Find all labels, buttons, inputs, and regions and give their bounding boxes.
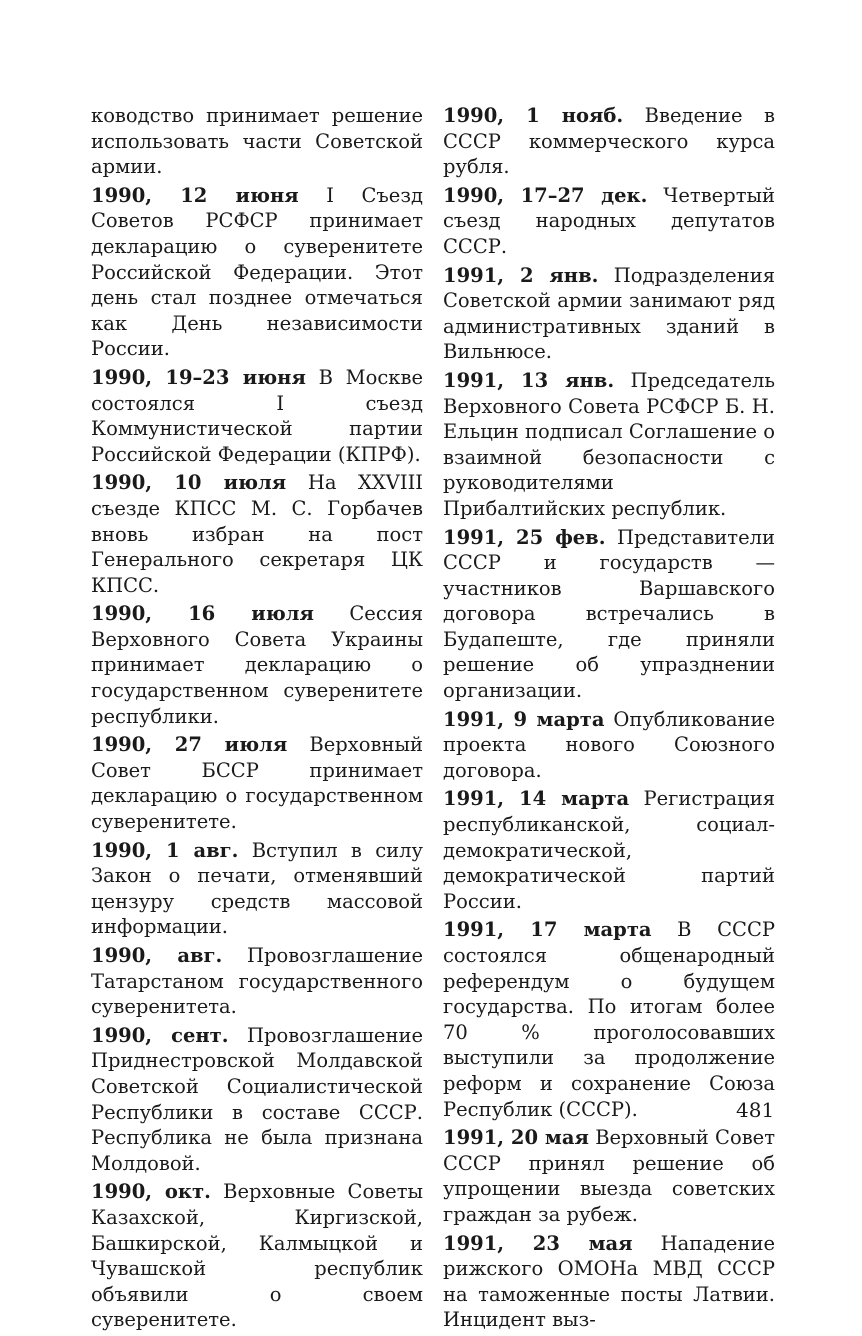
page-number: 481 <box>736 1098 775 1122</box>
entry-date: 1990, 17–27 дек. <box>443 183 648 207</box>
entry-text: В СССР состоялся общенародный референдум о будущем государства. По итогам более 70 % проголосовавших выступили за продолжение реформ и сохранение Союза Республик (СССР). <box>443 918 775 1121</box>
chronology-entry <box>91 470 423 598</box>
chronology-entry <box>91 732 423 834</box>
entry-text: В Москве состоялся I съезд Коммунистической партии Российской Федерации (КПРФ). <box>91 365 423 466</box>
entry-text: I Съезд Советов РСФСР принимает декларацию о суверенитете Российской Федерации. Этот день стал позднее отмечаться как День независимости России. <box>91 183 423 361</box>
entry-date: 1990, 27 июля <box>91 733 288 757</box>
entry-text: Вступил в силу Закон о печати, отменявший цензуру средств массовой информации. <box>91 838 423 939</box>
entry-date: 1991, 14 марта <box>443 787 630 811</box>
entry-date: 1990, 19–23 июня <box>91 365 306 389</box>
entry-date: 1991, 25 фев. <box>443 525 606 549</box>
entry-date: 1991, 23 мая <box>443 1231 633 1255</box>
entry-date: 1990, 1 нояб. <box>443 104 624 127</box>
chronology-entry <box>443 1125 775 1227</box>
chronology-entry <box>91 1023 423 1177</box>
chronology-entry <box>443 263 775 365</box>
entry-date: 1991, 17 марта <box>443 918 652 942</box>
chronology-entry <box>443 707 775 784</box>
entry-text: Представители СССР и государств — участников Варшавского договора встречались в Будапеште, где приняли решение об упразднении организации. <box>443 525 776 703</box>
entry-text: Верховный Совет БССР принимает декларацию о государственном суверенитете. <box>91 733 423 834</box>
entry-text: Подразделения Советской армии занимают ряд административных зданий в Вильнюсе. <box>443 263 775 364</box>
chronology-entry <box>443 368 775 522</box>
continuation-text: ководство принимает решение использовать части Советской армии. <box>91 104 423 179</box>
entry-date: 1990, 1 авг. <box>91 838 239 862</box>
left-column <box>91 103 423 1336</box>
right-column <box>443 103 775 1336</box>
entry-date: 1990, 10 июля <box>91 471 287 495</box>
entry-text: Регистрация республиканской, социал-демократической, демократической партий России. <box>443 787 775 913</box>
entry-text: Сессия Верховного Совета Украины принимает декларацию о государственном суверенитете республики. <box>91 602 423 728</box>
entry-date: 1990, сент. <box>91 1023 229 1047</box>
chronology-entry <box>443 917 775 1122</box>
entry-date: 1990, 16 июля <box>91 602 314 626</box>
chronology-entry <box>91 365 423 467</box>
entry-text: Верховный Совет СССР принял решение об упрощении выезда советских граждан за рубеж. <box>443 1126 776 1226</box>
chronology-entry <box>443 103 775 180</box>
entry-date: 1990, окт. <box>91 1180 211 1204</box>
entry-text: Провозглашение Приднестровской Молдавской Советской Социалистической Республики в составе СССР. Республика не была признана Молдовой. <box>91 1023 423 1175</box>
chronology-entry <box>443 183 775 260</box>
entry-date: 1990, авг. <box>91 944 223 967</box>
entry-date: 1991, 20 мая <box>443 1126 589 1150</box>
entry-text: Опубликование проекта нового Союзного договора. <box>443 707 775 782</box>
entry-text: Провозглашение Татарстаном государственного суверенитета. <box>91 944 423 1019</box>
entry-date: 1990, 12 июня <box>91 183 299 207</box>
entry-date: 1991, 9 марта <box>443 707 605 731</box>
chronology-entry <box>91 183 423 362</box>
entry-text: Четвертый съезд народных депутатов СССР. <box>443 183 776 258</box>
chronology-entry <box>91 1179 423 1333</box>
chronology-entry <box>91 838 423 940</box>
chronology-entry <box>91 601 423 729</box>
chronology-entry <box>443 1231 775 1333</box>
entry-text: Председатель Верховного Совета РСФСР Б. Н. Ельцин подписал Соглашение о взаимной безопасности с руководителями Прибалтийских республик. <box>443 368 776 520</box>
entry-text: На XXVIII съезде КПСС М. С. Горбачев вновь избран на пост Генерального секретаря ЦК КПСС. <box>91 471 423 597</box>
chronology-entry <box>443 786 775 914</box>
entry-text: Введение в СССР коммерческого курса рубля. <box>443 104 775 179</box>
chronology-entry <box>91 943 423 1020</box>
entry-text: Верховные Советы Казахской, Киргизской, Башкирской, Калмыцкой и Чувашской республик объявили о своем суверенитете. <box>91 1180 424 1332</box>
entry-date: 1991, 13 янв. <box>443 368 615 392</box>
chronology-entry <box>443 525 775 704</box>
entry-date: 1991, 2 янв. <box>443 263 599 287</box>
entry-text: Нападение рижского ОМОНа МВД СССР на таможенные посты Латвии. Инцидент выз- <box>443 1231 775 1332</box>
